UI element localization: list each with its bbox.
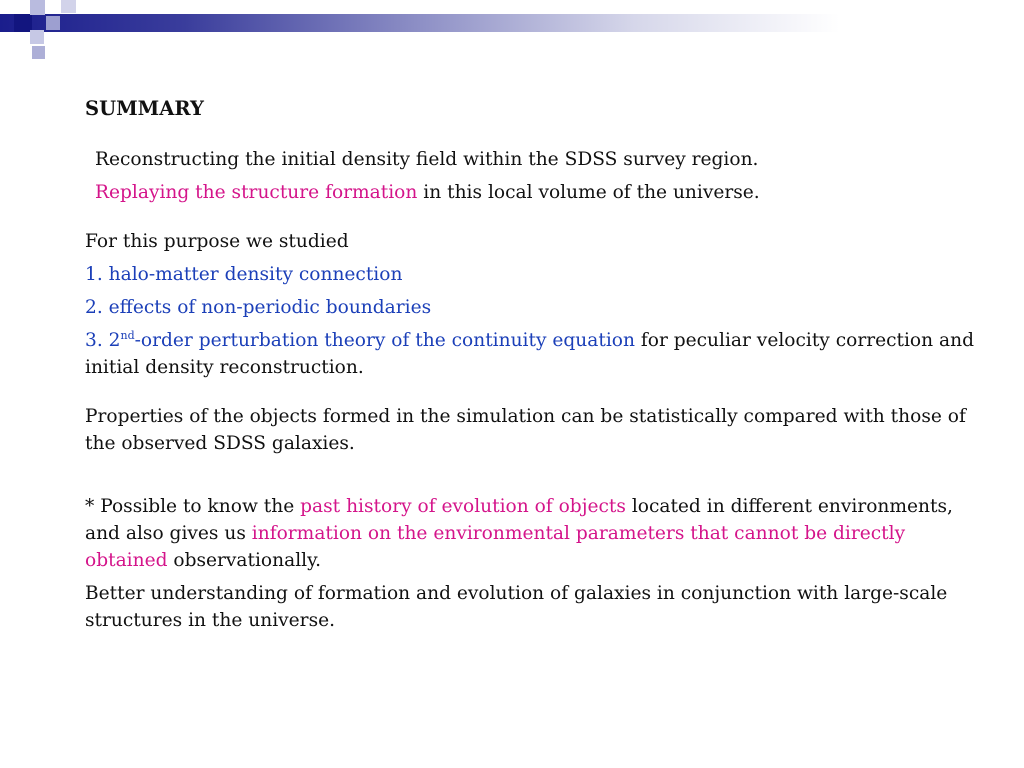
- header-square-lavender-top-right: [61, 0, 76, 13]
- purpose-item-1: 1. halo-matter density connection: [85, 264, 403, 285]
- purpose-item-3-rest: for peculiar velocity correction and initial density reconstruction.: [85, 330, 974, 378]
- header-square-lavender-mid: [46, 16, 60, 30]
- possible-text-3: observationally.: [167, 550, 322, 571]
- intro-line-2-rest: in this local volume of the universe.: [417, 182, 760, 203]
- purpose-item-3-highlight: -order perturbation theory of the continuity equation: [134, 330, 635, 351]
- better-understanding-paragraph: Better understanding of formation and evolution of galaxies in conjunction with large-scale structures in the universe.: [85, 583, 948, 631]
- header-square-lavender-small: [30, 30, 44, 44]
- purpose-lead: For this purpose we studied: [85, 231, 349, 252]
- header-square-lavender-bottom: [32, 46, 45, 59]
- possible-text-1: * Possible to know the: [85, 496, 301, 517]
- purpose-item-2: 2. effects of non-periodic boundaries: [85, 297, 432, 318]
- properties-paragraph: Properties of the objects formed in the simulation can be statistically compared with those of the observed SDSS galaxies.: [85, 406, 966, 454]
- header-square-lavender-top: [30, 0, 45, 15]
- intro-line-1: Reconstructing the initial density field within the SDSS survey region.: [95, 149, 759, 170]
- header-gradient-band: [0, 14, 1024, 32]
- intro-line-2: [85, 179, 975, 206]
- purpose-item-3-number: 3. 2: [85, 330, 121, 351]
- slide-title: SUMMARY: [85, 97, 204, 120]
- slide-content: [85, 96, 975, 634]
- purpose-item-3-superscript: nd: [120, 328, 135, 342]
- possible-text-2: located in different environments, and also gives us: [85, 496, 953, 544]
- intro-highlight: Replaying the structure formation: [95, 182, 418, 203]
- possible-highlight-1: past history of evolution of objects: [300, 496, 626, 517]
- possible-highlight-2: information on the environmental parameters that cannot be directly obtained: [85, 523, 906, 571]
- purpose-item-3: [85, 327, 975, 381]
- possible-paragraph: [85, 493, 975, 574]
